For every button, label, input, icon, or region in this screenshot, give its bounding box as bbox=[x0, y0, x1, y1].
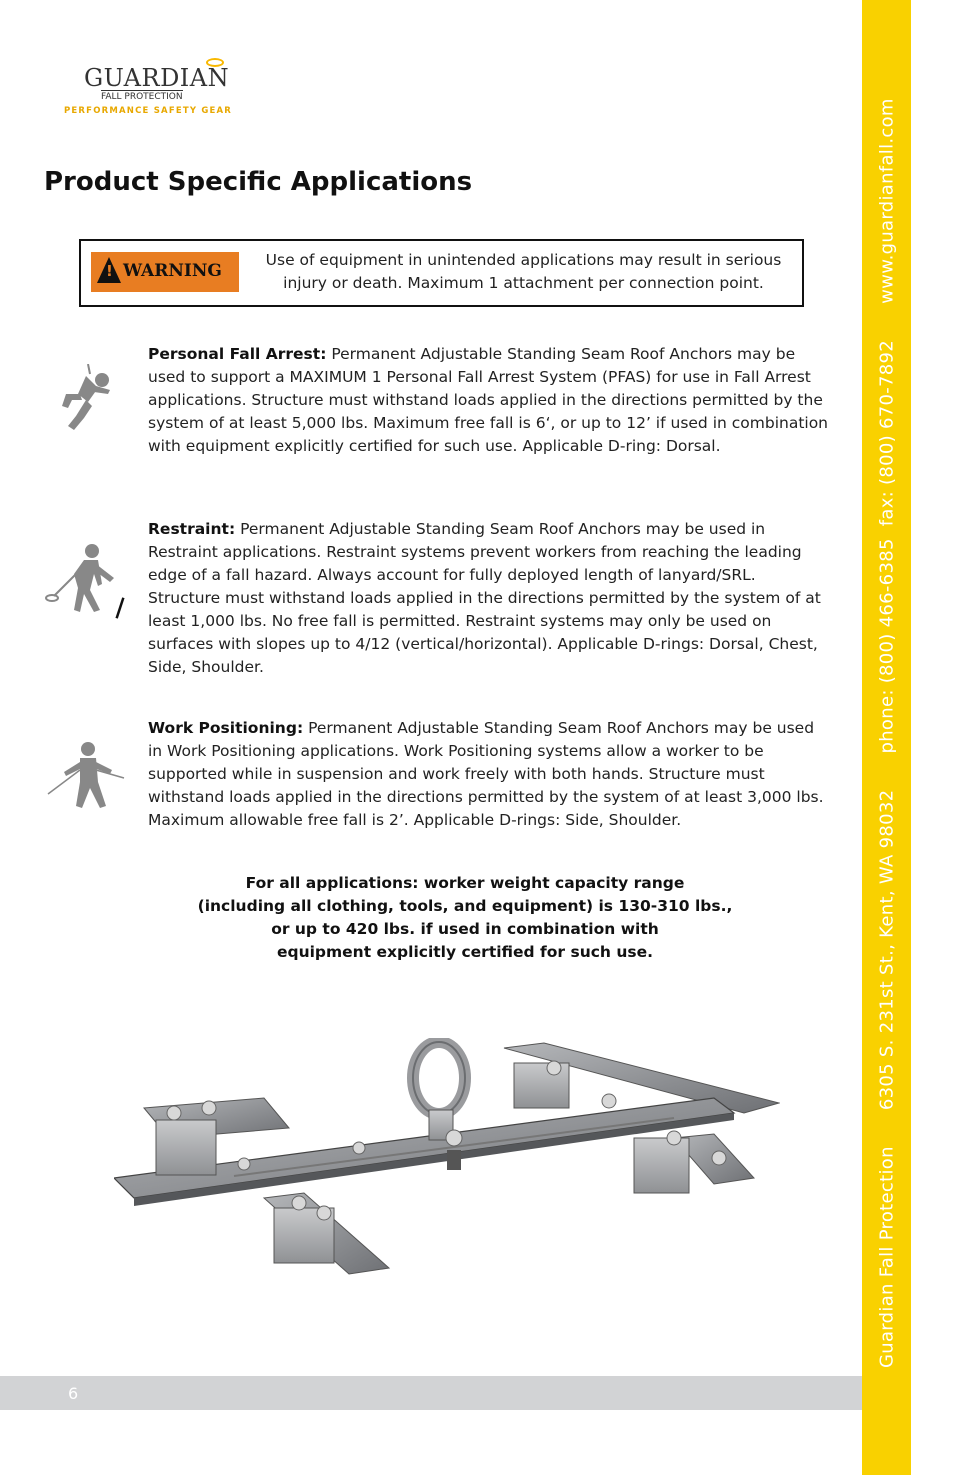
note-line: (including all clothing, tools, and equipment) is 130-310 lbs., bbox=[197, 897, 733, 915]
section-personal-fall-arrest bbox=[148, 343, 828, 458]
warning-box bbox=[79, 239, 804, 307]
logo-brand: GUARDIAN bbox=[84, 64, 230, 92]
warning-text: Use of equipment in unintended applications may result in serious injury or death. Maximum 1 attachment per connection point. bbox=[265, 251, 782, 292]
guardian-logo bbox=[64, 64, 234, 120]
page-title: Product Specific Applications bbox=[44, 167, 473, 197]
roof-anchor-product-image bbox=[114, 1038, 780, 1296]
warning-label bbox=[91, 252, 239, 292]
logo-tagline: PERFORMANCE SAFETY GEAR bbox=[64, 106, 233, 116]
note-line: or up to 420 lbs. if used in combination with bbox=[271, 920, 659, 938]
restraint-icon bbox=[44, 544, 134, 620]
note-line: For all applications: worker weight capacity range bbox=[245, 874, 685, 892]
exclamation-icon: ! bbox=[106, 262, 113, 280]
page-number: 6 bbox=[68, 1384, 79, 1403]
section-body: Permanent Adjustable Standing Seam Roof Anchors may be used to support a MAXIMUM 1 Personal Fall Arrest System (PFAS) for use in Fall Arrest applications. Structure must withstand loads applied in the directions permitted by the system of at least 5,000 lbs. Maximum free fall is 6‘, or up to 12’ if used in combination with equipment explicitly certified for such use. Applicable D-ring: Dorsal. bbox=[148, 345, 829, 455]
work-positioning-icon bbox=[46, 742, 126, 814]
section-heading: Work Positioning: bbox=[148, 719, 304, 737]
logo-subtitle: FALL PROTECTION bbox=[101, 92, 183, 102]
section-work-positioning bbox=[148, 717, 828, 832]
section-heading: Restraint: bbox=[148, 520, 236, 538]
section-body: Permanent Adjustable Standing Seam Roof Anchors may be used in Restraint applications. Restraint systems prevent workers from reaching the leading edge of a fall hazard. Always account for fully deployed length of lanyard/SRL. Structure must withstand loads applied in the directions permitted by the system of at least 1,000 lbs. No free fall is permitted. Restraint systems may only be used on surfaces with slopes up to 4/12 (vertical/horizontal). Applicable D-rings: Dorsal, Chest, Side, Shoulder. bbox=[148, 520, 821, 676]
fall-arrest-icon bbox=[58, 364, 114, 432]
contact-sidebar-text: Guardian Fall Protection 6305 S. 231st St., Kent, WA 98032 phone: (800) 466-6385 fax: (800) 670-7892 www.guardianfall.com bbox=[876, 98, 898, 1368]
section-body: Permanent Adjustable Standing Seam Roof Anchors may be used in Work Positioning applications. Work Positioning systems allow a worker to be supported while in suspension and work freely with both hands. Structure must withstand loads applied in the directions permitted by the system of at least 3,000 lbs. Maximum allowable free fall is 2’. Applicable D-rings: Side, Shoulder. bbox=[148, 719, 824, 829]
footer-bar bbox=[0, 1376, 862, 1410]
section-restraint bbox=[148, 518, 828, 679]
weight-capacity-note bbox=[150, 872, 780, 964]
section-heading: Personal Fall Arrest: bbox=[148, 345, 327, 363]
note-line: equipment explicitly certified for such use. bbox=[276, 943, 654, 961]
warning-word: WARNING bbox=[123, 261, 222, 281]
